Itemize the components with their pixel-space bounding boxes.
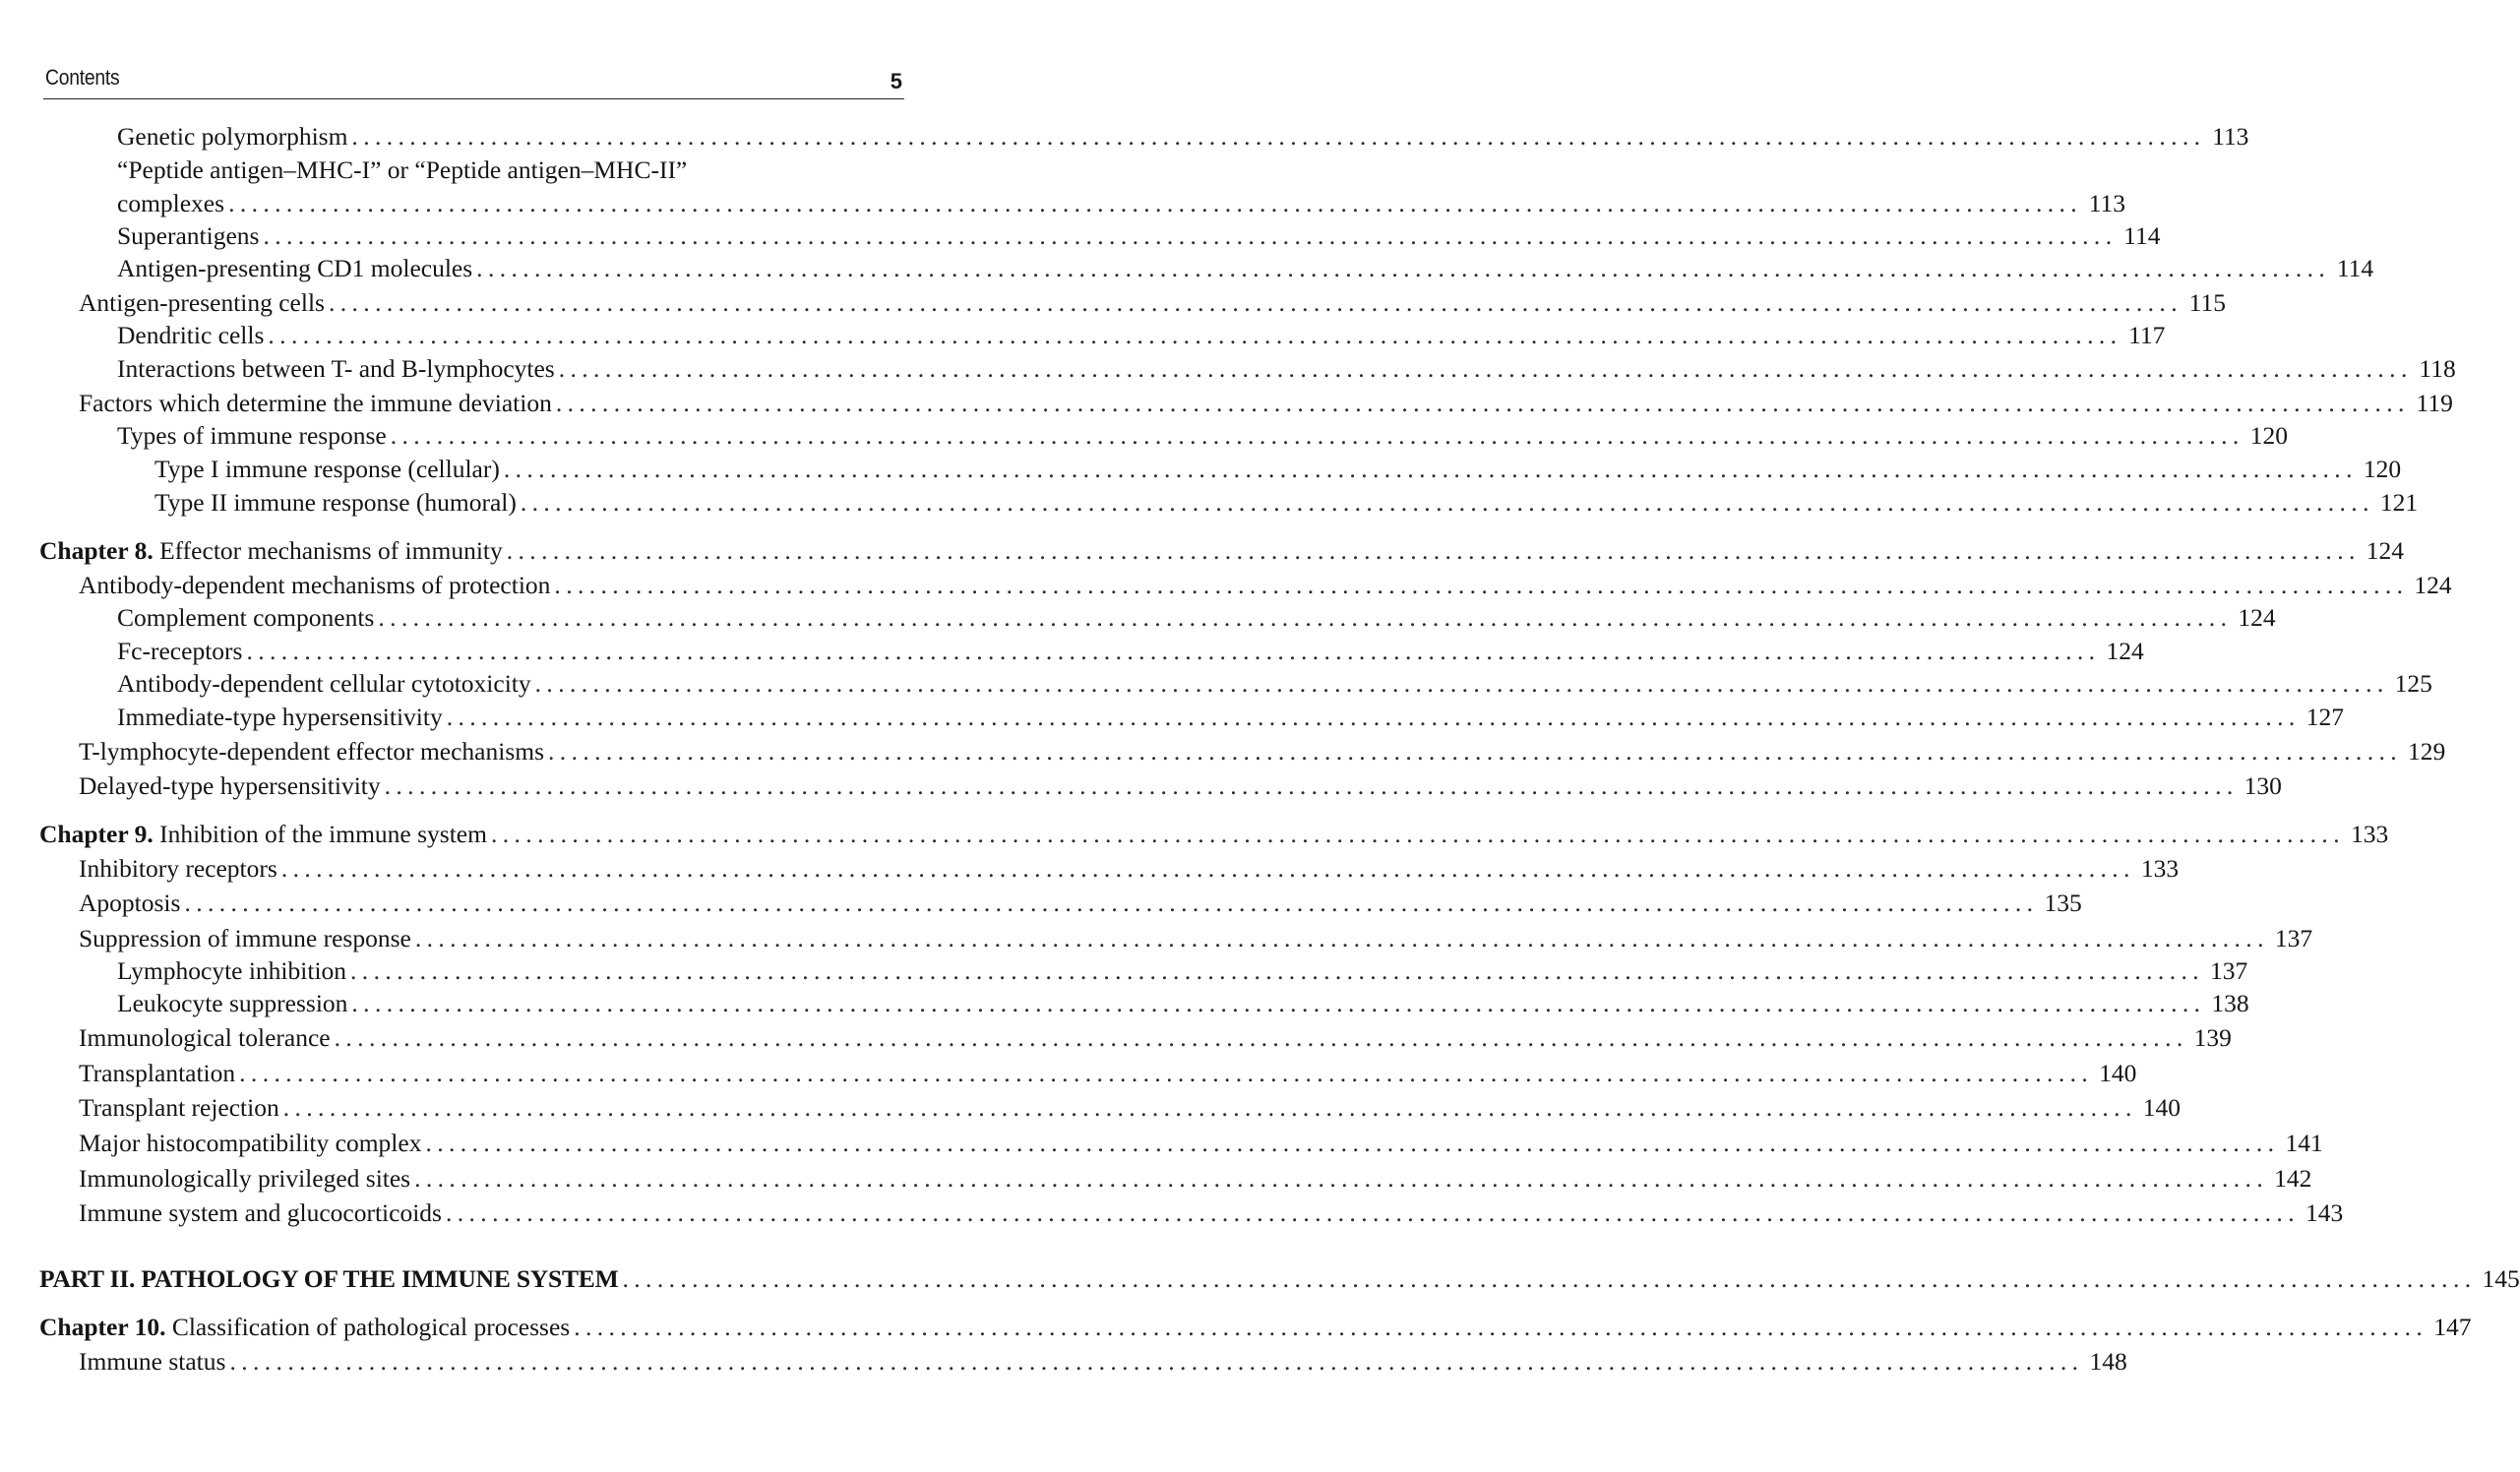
toc-entry	[154, 453, 2402, 486]
chapter-number: Chapter 8.	[39, 536, 154, 565]
toc-entry	[117, 667, 2432, 701]
toc-entry-page: 137	[2210, 956, 2248, 985]
toc-entry-page: 113	[2212, 122, 2249, 151]
toc-entry-title: Fc-receptors	[117, 637, 243, 665]
toc-entry-page: 119	[2416, 389, 2453, 417]
toc-entry-title: Type II immune response (humoral)	[154, 488, 517, 517]
toc-leader-dots: ................................................................................................................................................................	[622, 1264, 2477, 1293]
toc-chapter-entry	[39, 534, 2404, 568]
toc-leader-dots: ................................................................................................................................................................	[263, 221, 2118, 250]
toc-leader-dots: ................................................................................................................................................................	[228, 189, 2083, 217]
page-number: 5	[890, 69, 902, 93]
toc-entry-title: Dendritic cells	[117, 321, 265, 349]
toc-entry	[117, 601, 2276, 635]
toc-entry-title: Transplant rejection	[79, 1093, 279, 1122]
toc-entry	[154, 486, 2419, 520]
toc-entry-page: 124	[2238, 603, 2276, 632]
toc-entry-title: Major histocompatibility complex	[79, 1129, 422, 1157]
toc-leader-dots: ................................................................................................................................................................	[351, 122, 2206, 151]
toc-chapter-entry	[39, 1311, 2472, 1344]
toc-entry-page: 139	[2193, 1023, 2232, 1052]
toc-entry-page: 147	[2433, 1313, 2472, 1341]
toc-entry-title: Leukocyte suppression	[117, 989, 348, 1017]
toc-entry-title: Complement components	[117, 603, 375, 632]
toc-entry-page: 140	[2099, 1059, 2137, 1087]
toc-entry-page: 124	[2366, 536, 2404, 565]
toc-leader-dots: ................................................................................................................................................................	[280, 854, 2135, 883]
toc-entry-page: 127	[2305, 703, 2344, 731]
toc-entry-page: 143	[2305, 1198, 2344, 1227]
toc-leader-dots: ................................................................................................................................................................	[520, 488, 2374, 517]
toc-entry-page: 142	[2274, 1164, 2312, 1193]
toc-entry	[79, 1196, 2344, 1230]
toc-leader-dots: ................................................................................................................................................................	[328, 288, 2182, 317]
toc-entry	[117, 120, 2249, 153]
toc-entry-title: Genetic polymorphism	[117, 122, 348, 151]
toc-leader-dots: ................................................................................................................................................................	[558, 354, 2413, 383]
toc-entry	[117, 187, 2126, 220]
toc-entry-page: 124	[2106, 637, 2144, 665]
toc-entry-page: 129	[2408, 737, 2446, 766]
toc-entry-page: 140	[2142, 1093, 2181, 1122]
toc-entry	[79, 1127, 2323, 1160]
toc-entry-title: complexes	[117, 189, 225, 217]
toc-entry-title: Delayed-type hypersensitivity	[79, 771, 381, 800]
toc-leader-dots: ................................................................................................................................................................	[384, 771, 2239, 800]
toc-chapter-title	[39, 534, 503, 568]
toc-leader-dots: ................................................................................................................................................................	[445, 1198, 2300, 1227]
toc-entry-title: Antigen-presenting CD1 molecules	[117, 254, 473, 282]
toc-entry-page: 125	[2394, 669, 2432, 698]
chapter-number: Chapter 9.	[39, 820, 154, 848]
toc-entry	[79, 1345, 2127, 1379]
toc-leader-dots: ................................................................................................................................................................	[548, 737, 2403, 766]
toc-entry-page: 138	[2211, 989, 2249, 1017]
toc-entry	[117, 319, 2166, 352]
toc-entry	[117, 419, 2288, 453]
toc-leader-dots: ................................................................................................................................................................	[350, 956, 2205, 985]
toc-entry-title: Transplantation	[79, 1059, 236, 1087]
toc-entry	[79, 1162, 2312, 1196]
toc-leader-dots: ................................................................................................................................................................	[555, 389, 2410, 417]
toc-entry-page: 121	[2379, 488, 2419, 517]
toc-entry-page: 120	[2249, 421, 2288, 450]
toc-entry	[79, 887, 2082, 920]
toc-entry-title: Immediate-type hypersensitivity	[117, 703, 443, 731]
toc-leader-dots: ................................................................................................................................................................	[574, 1313, 2428, 1341]
toc-entry	[79, 1057, 2137, 1090]
chapter-title: Effector mechanisms of immunity	[159, 536, 503, 565]
toc-leader-dots: ................................................................................................................................................................	[390, 421, 2244, 450]
toc-entry-page: 120	[2363, 455, 2402, 483]
toc-entry-page: 117	[2128, 321, 2166, 349]
toc-entry-title: Lymphocyte inhibition	[117, 956, 347, 985]
toc-entry-title: Immune system and glucocorticoids	[79, 1198, 442, 1227]
toc-entry-page: 135	[2044, 889, 2082, 917]
toc-chapter-entry	[39, 818, 2389, 851]
toc-entry	[117, 252, 2374, 285]
toc-entry-title: Type I immune response (cellular)	[154, 455, 500, 483]
toc-entry-page: 133	[2350, 820, 2389, 848]
toc-entry-title: Antigen-presenting cells	[79, 288, 325, 317]
toc-leader-dots: ................................................................................................................................................................	[229, 1347, 2084, 1376]
toc-leader-dots: ................................................................................................................................................................	[446, 703, 2301, 731]
toc-entry	[117, 701, 2344, 734]
toc-entry-title: Immunologically privileged sites	[79, 1164, 411, 1193]
toc-entry-title: Antibody-dependent mechanisms of protection	[79, 571, 551, 599]
toc-part-title: PART II. PATHOLOGY OF THE IMMUNE SYSTEM	[39, 1264, 619, 1293]
toc-entry-title: Antibody-dependent cellular cytotoxicity	[117, 669, 531, 698]
toc-entry-title: Interactions between T- and B-lymphocytes	[117, 354, 555, 383]
toc-leader-dots: ................................................................................................................................................................	[378, 603, 2233, 632]
toc-entry	[79, 852, 2180, 886]
running-title: Contents	[45, 65, 120, 90]
toc-leader-dots: ................................................................................................................................................................	[184, 889, 2039, 917]
toc-entry	[79, 286, 2226, 320]
toc-entry	[117, 219, 2161, 253]
toc-entry-title: Immunological tolerance	[79, 1023, 331, 1052]
toc-entry-title: T-lymphocyte-dependent effector mechanisms	[79, 737, 545, 766]
toc-leader-dots: ................................................................................................................................................................	[351, 989, 2206, 1017]
toc-entry-page: 130	[2243, 771, 2282, 800]
toc-entry	[117, 635, 2144, 668]
toc-entry-page: 148	[2089, 1347, 2127, 1376]
toc-part-entry	[39, 1262, 2520, 1296]
chapter-title: Inhibition of the immune system	[159, 820, 487, 848]
toc-entry-page: 133	[2140, 854, 2180, 883]
toc-entry-page: 145	[2482, 1264, 2520, 1293]
toc-entry	[79, 922, 2313, 955]
toc-entry-title: Superantigens	[117, 221, 260, 250]
toc-leader-dots: ................................................................................................................................................................	[414, 924, 2269, 952]
toc-entry-title: Suppression of immune response	[79, 924, 411, 952]
toc-entry-title: Immune status	[79, 1347, 226, 1376]
toc-entry-title: Inhibitory receptors	[79, 854, 277, 883]
toc-entry-page: 114	[2123, 221, 2161, 250]
toc-entry	[79, 769, 2282, 803]
toc-entry-page: 141	[2285, 1129, 2323, 1157]
running-head	[43, 65, 904, 99]
toc-leader-dots: ................................................................................................................................................................	[239, 1059, 2094, 1087]
toc-leader-dots: ................................................................................................................................................................	[476, 254, 2331, 282]
toc-leader-dots: ................................................................................................................................................................	[414, 1164, 2269, 1193]
toc-entry-page: 113	[2088, 189, 2126, 217]
toc-leader-dots: ................................................................................................................................................................	[425, 1129, 2280, 1157]
toc-chapter-title	[39, 1311, 570, 1344]
toc-entry	[79, 1091, 2181, 1125]
toc-entry	[79, 387, 2453, 420]
toc-leader-dots: ................................................................................................................................................................	[282, 1093, 2137, 1122]
toc-leader-dots: ................................................................................................................................................................	[554, 571, 2409, 599]
toc-entry-page: 137	[2274, 924, 2313, 952]
toc-entry-page: 118	[2419, 354, 2456, 383]
toc-leader-dots: ................................................................................................................................................................	[334, 1023, 2188, 1052]
toc-entry	[117, 987, 2249, 1020]
toc-leader-dots: ................................................................................................................................................................	[268, 321, 2122, 349]
toc-entry-page: 114	[2336, 254, 2374, 282]
chapter-title: Classification of pathological processes	[171, 1313, 571, 1341]
toc-entry-page: 124	[2414, 571, 2452, 599]
toc-chapter-title	[39, 818, 487, 851]
toc-leader-dots: ................................................................................................................................................................	[490, 820, 2345, 848]
toc-entry	[117, 352, 2456, 386]
toc-entry	[79, 735, 2446, 768]
toc-entry-page: 115	[2188, 288, 2226, 317]
chapter-number: Chapter 10.	[39, 1313, 166, 1341]
toc-entry	[79, 1021, 2232, 1055]
toc-leader-dots: ................................................................................................................................................................	[246, 637, 2101, 665]
toc-leader-dots: ................................................................................................................................................................	[503, 455, 2358, 483]
toc-entry-title-line: “Peptide antigen–MHC-I” or “Peptide antigen–MHC-II”	[117, 155, 688, 184]
toc-entry-title: Types of immune response	[117, 421, 387, 450]
toc-entry-title: Factors which determine the immune deviation	[79, 389, 552, 417]
toc-entry	[79, 569, 2452, 602]
toc-leader-dots: ................................................................................................................................................................	[506, 536, 2361, 565]
toc-entry-title: Apoptosis	[79, 889, 181, 917]
toc-entry	[117, 954, 2248, 988]
toc-leader-dots: ................................................................................................................................................................	[534, 669, 2389, 698]
